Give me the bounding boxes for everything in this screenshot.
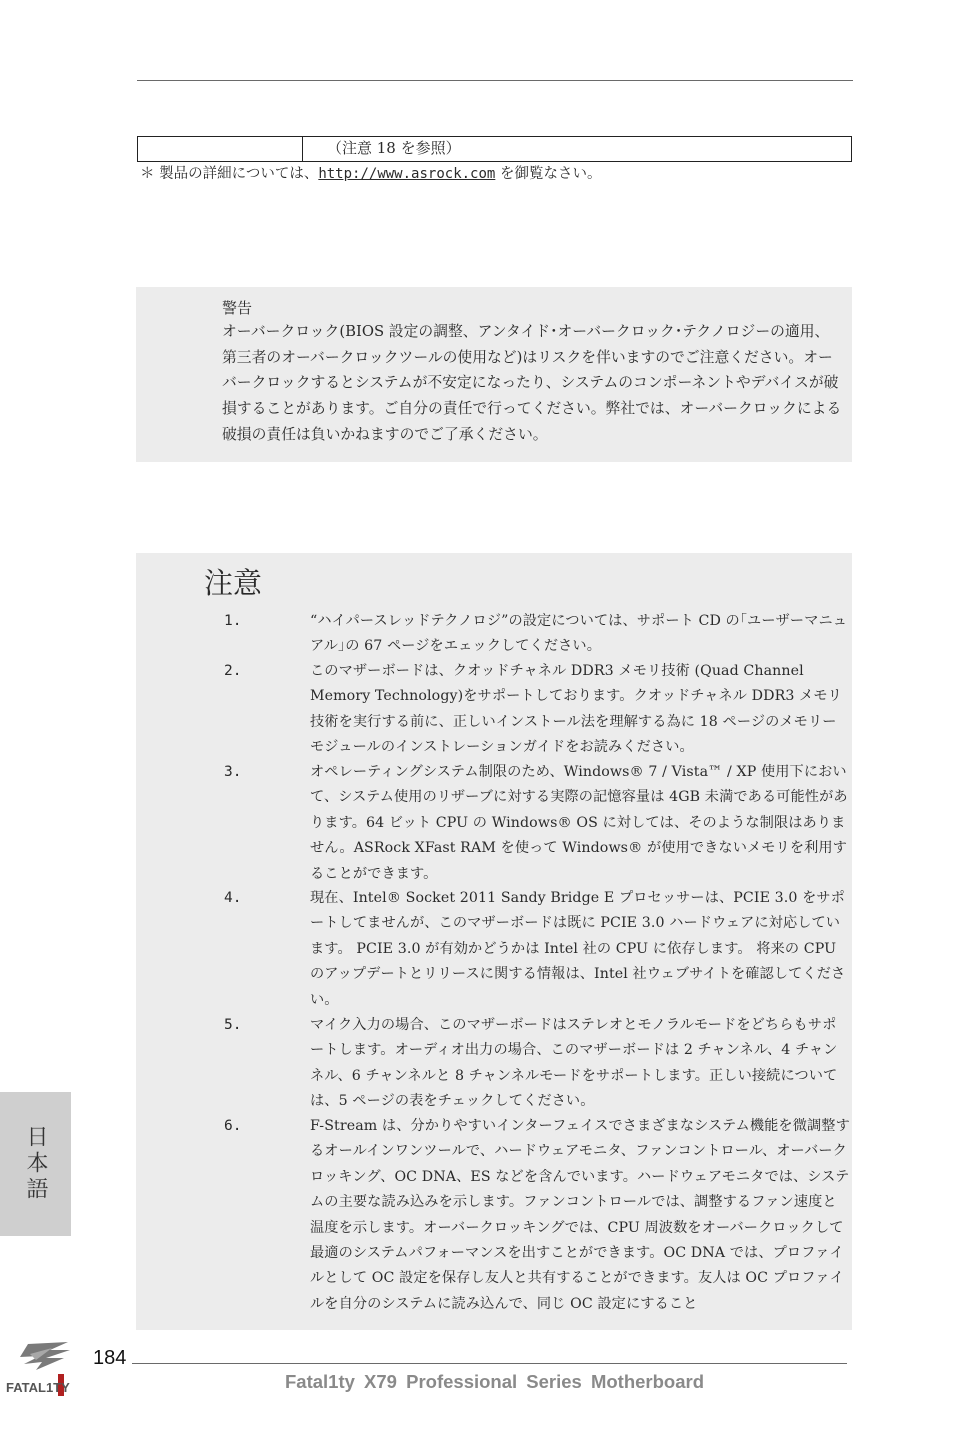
note-number: 4.: [224, 890, 242, 906]
note-text: “ハイパースレッドテクノロジ”の設定については、サポート CD の｢ユーザーマニュアル｣の 67 ページをエェックしてください。: [310, 613, 848, 655]
footnote: [140, 163, 601, 185]
spec-table-row: [137, 136, 852, 162]
bottom-rule: [132, 1363, 847, 1364]
notes-title: 注意: [204, 566, 263, 600]
note-number: 2.: [224, 663, 242, 679]
notes-box: [136, 553, 852, 1330]
fatal1ty-logo-icon: [6, 1340, 92, 1402]
note-text: オペレーティングシステム制限のため、Windows® 7 / Vista™ / XP 使用下において、システム使用のリザーブに対する実際の記憶容量は 4GB 未満である可能性があります。64 ビット CPU の Windows® OS に対しては、そのような制限はありません。ASRock XFast RAM を使って Windows® が使用できないメモリを利用することができます。: [310, 764, 848, 882]
top-rule: [137, 80, 853, 81]
note-text: F-Stream は、分かりやすいインターフェイスでさまざまなシステム機能を微調整するオールインワンツールで、ハードウェアモニタ、ファンコントロール、オーバークロッキング、OC DNA、ES などを含んでいます。ハードウェアモニタでは、システムの主要な読み込みを示します。ファンコントロールでは、調整するファン速度と温度を示します。オーバークロッキングでは、CPU 周波数をオーバークロックして最適のシステムパフォーマンスを出すことができます。OC DNA では、プロファイルとして OC 設定を保存し友人と共有することができます。友人は OC プロファイルを自分のシステムに読み込んで、同じ OC 設定にすること: [310, 1118, 850, 1312]
warning-title: 警告: [222, 299, 253, 317]
note-number: 1.: [224, 613, 242, 629]
page-number: 184: [93, 1347, 127, 1369]
note-number: 3.: [224, 764, 242, 780]
warning-box: [136, 287, 852, 462]
warning-body: オーバークロック(BIOS 設定の調整、アンタイド･オーバークロック･テクノロジーの適用、第三者のオーバークロックツールの使用など)はリスクを伴いますのでご注意ください。オーバークロックするとシステムが不安定になったり、システムのコンポーネントやデバイスが破損することがあります。ご自分の責任で行ってください。弊社では、オーバークロックによる破損の責任は負いかねますのでご了承ください。: [222, 323, 842, 443]
note-number: 6.: [224, 1118, 242, 1134]
footnote-prefix: ＊ 製品の詳細については、: [140, 166, 319, 182]
spec-cell-value: （注意 18 を参照）: [327, 139, 461, 157]
logo-text: FATAL1TY: [6, 1380, 70, 1395]
language-tab: [0, 1092, 71, 1236]
note-number: 5.: [224, 1017, 242, 1033]
language-tab-label: 日本語: [23, 1125, 48, 1203]
footer-title: Fatal1ty X79 Professional Series Motherboard: [285, 1371, 705, 1392]
spec-cell-label: [138, 137, 303, 161]
note-text: マイク入力の場合、このマザーボードはステレオとモノラルモードをどちらもサポートします。オーディオ出力の場合、このマザーボードは 2 チャンネル、4 チャンネル、6 チャンネルと 8 チャンネルモードをサポートします。正しい接続については、5 ページの表をチェックしてください。: [310, 1017, 838, 1110]
note-text: 現在、Intel® Socket 2011 Sandy Bridge E プロセッサーは、PCIE 3.0 をサポートしてませんが、このマザーボードは既に PCIE 3.0 ハードウェアに対応しています。 PCIE 3.0 が有効かどうかは Intel 社の CPU に依存します。 将来の CPU のアップデートとリリースに関する情報は、Intel 社ウェブサイトを確認してください。: [310, 890, 846, 1008]
note-text: このマザーボードは、クオッドチャネル DDR3 メモリ技術 (Quad Channel Memory Technology)をサポートしております。クオッドチャネル DDR3 メモリ技術を実行する前に、正しいインストール法を理解する為に 18 ページのメモリーモジュールのインストレーションガイドをお読みください。: [310, 663, 842, 756]
footnote-suffix: を御覧なさい。: [495, 166, 602, 182]
asrock-link[interactable]: http://www.asrock.com: [318, 166, 496, 182]
